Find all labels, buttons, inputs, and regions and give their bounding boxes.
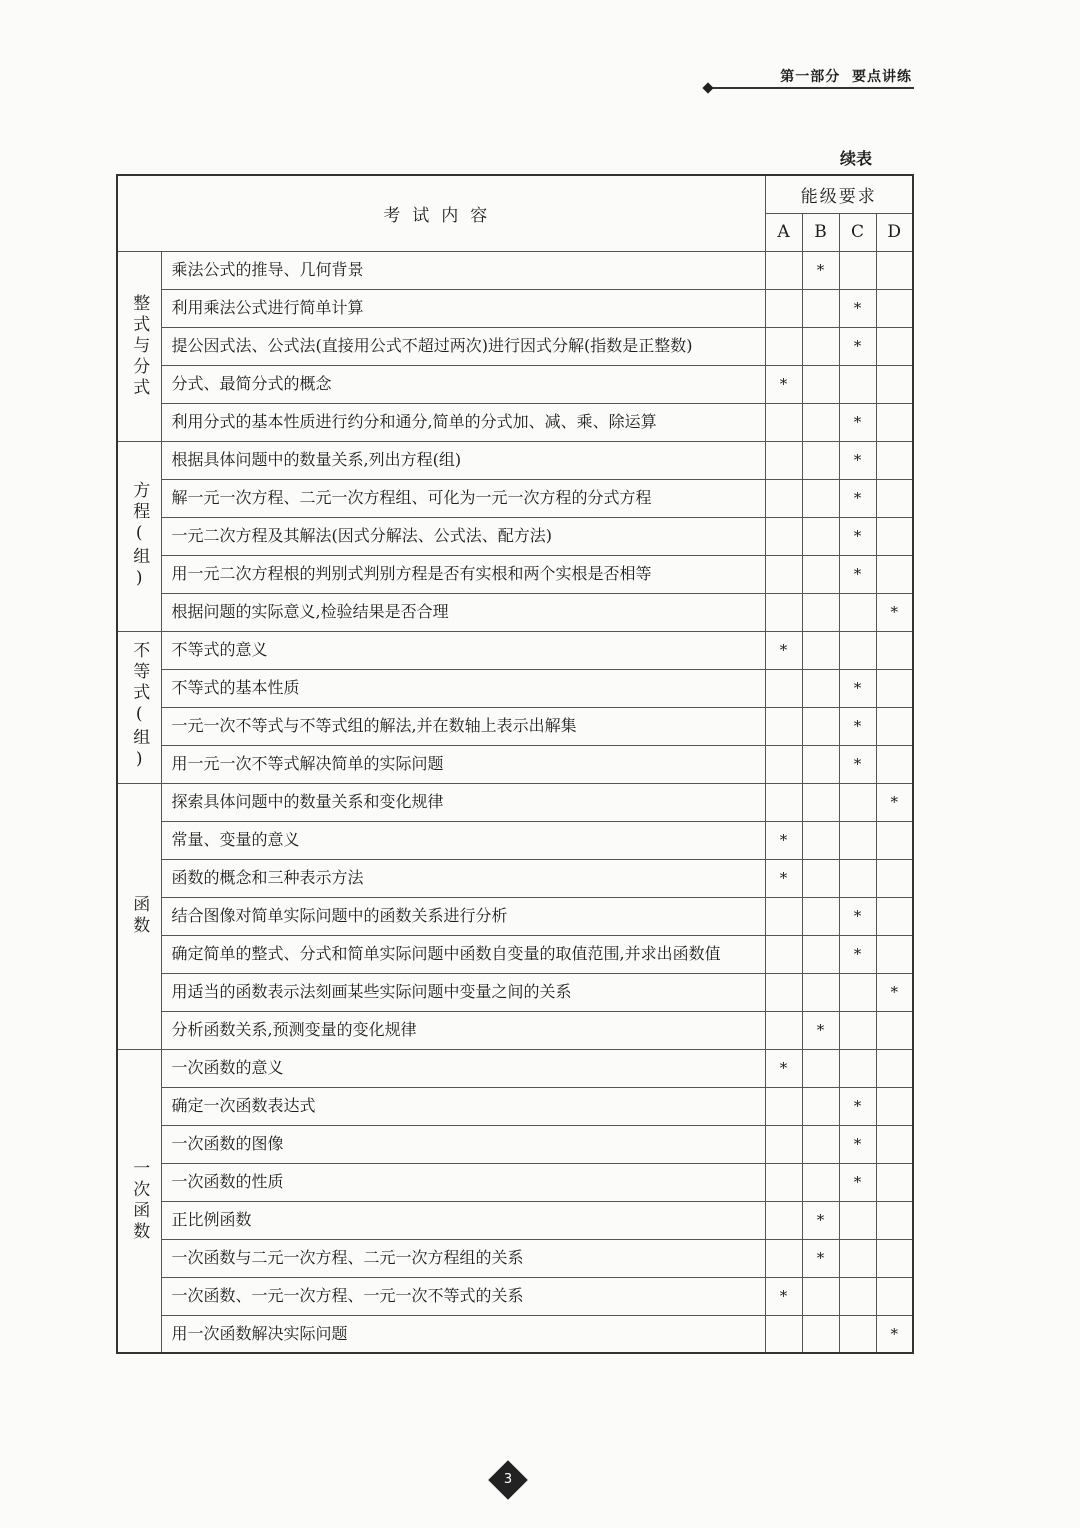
level-cell-d [876,897,913,935]
table-row [117,1201,913,1239]
level-cell-b [802,783,839,821]
content-cell: 确定一次函数表达式 [161,1087,765,1125]
level-cell-b [802,707,839,745]
asterisk-mark: * [853,451,862,469]
level-cell-a [765,859,802,897]
level-cell-b [802,517,839,555]
level-cell-b [802,1201,839,1239]
table-row [117,821,913,859]
content-cell: 用一元一次不等式解决简单的实际问题 [161,745,765,783]
level-col-d: D [876,213,913,251]
content-cell: 常量、变量的意义 [161,821,765,859]
level-cell-c [839,1011,876,1049]
table-row [117,1125,913,1163]
level-cell-a [765,1011,802,1049]
level-cell-d [876,1011,913,1049]
level-cell-a [765,555,802,593]
level-cell-d [876,631,913,669]
asterisk-mark: * [853,945,862,963]
asterisk-mark: * [816,1249,825,1267]
table-row [117,973,913,1011]
level-cell-b [802,403,839,441]
content-cell: 用适当的函数表示法刻画某些实际问题中变量之间的关系 [161,973,765,1011]
level-cell-a [765,631,802,669]
content-cell: 根据问题的实际意义,检验结果是否合理 [161,593,765,631]
level-cell-a [765,1277,802,1315]
page-number-badge [489,1461,527,1499]
asterisk-mark: * [779,1287,788,1305]
level-cell-a [765,441,802,479]
continued-label: 续表 [840,149,873,168]
content-cell: 解一元一次方程、二元一次方程组、可化为一元一次方程的分式方程 [161,479,765,517]
content-cell: 乘法公式的推导、几何背景 [161,251,765,289]
table-row [117,783,913,821]
level-cell-c [839,517,876,555]
level-cell-d [876,1087,913,1125]
page-number: 3 [503,1472,513,1487]
table-row [117,1011,913,1049]
level-cell-d [876,327,913,365]
content-cell: 确定简单的整式、分式和简单实际问题中函数自变量的取值范围,并求出函数值 [161,935,765,973]
asterisk-mark: * [853,1097,862,1115]
level-cell-d [876,517,913,555]
table-row [117,935,913,973]
asterisk-mark: * [853,679,862,697]
content-cell: 结合图像对简单实际问题中的函数关系进行分析 [161,897,765,935]
level-cell-c [839,1239,876,1277]
level-cell-c [839,441,876,479]
level-cell-d [876,403,913,441]
asterisk-mark: * [890,603,898,621]
level-cell-c [839,289,876,327]
content-cell: 分式、最简分式的概念 [161,365,765,403]
level-cell-d [876,821,913,859]
asterisk-mark: * [779,831,788,849]
content-cell: 利用分式的基本性质进行约分和通分,简单的分式加、减、乘、除运算 [161,403,765,441]
level-cell-b [802,365,839,403]
level-cell-d [876,973,913,1011]
level-cell-b [802,935,839,973]
asterisk-mark: * [890,1324,898,1343]
table-row [117,289,913,327]
level-cell-c [839,251,876,289]
level-cell-d [876,289,913,327]
asterisk-mark: * [816,261,825,279]
level-cell-d [876,1049,913,1087]
asterisk-mark: * [853,337,862,355]
level-cell-c [839,897,876,935]
level-cell-a [765,479,802,517]
level-cell-d [876,783,913,821]
level-cell-a [765,327,802,365]
level-cell-b [802,1125,839,1163]
level-cell-a [765,745,802,783]
level-cell-a [765,365,802,403]
level-cell-c [839,1163,876,1201]
table-row [117,441,913,479]
level-cell-b [802,593,839,631]
table-row [117,365,913,403]
table-row [117,707,913,745]
content-cell: 不等式的意义 [161,631,765,669]
level-cell-c [839,1049,876,1087]
level-cell-a [765,1163,802,1201]
level-cell-d [876,441,913,479]
level-cell-d [876,1315,913,1353]
asterisk-mark: * [890,793,898,811]
content-cell: 一次函数的图像 [161,1125,765,1163]
content-cell: 一次函数的性质 [161,1163,765,1201]
section-label: 方程(组) [117,441,161,631]
content-header: 考试内容 [117,175,765,251]
table-row [117,327,913,365]
level-header: 能级要求 [765,175,913,213]
content-cell: 不等式的基本性质 [161,669,765,707]
level-cell-d [876,1125,913,1163]
level-cell-b [802,669,839,707]
level-cell-d [876,1277,913,1315]
level-cell-a [765,783,802,821]
level-col-b: B [802,213,839,251]
asterisk-mark: * [779,1059,788,1077]
level-cell-a [765,517,802,555]
table-row [117,631,913,669]
level-cell-b [802,479,839,517]
level-cell-c [839,745,876,783]
level-cell-a [765,1239,802,1277]
level-cell-d [876,1239,913,1277]
table-row [117,403,913,441]
level-cell-d [876,745,913,783]
header-rule [712,87,914,89]
level-cell-b [802,631,839,669]
table-row [117,1163,913,1201]
content-cell: 一元二次方程及其解法(因式分解法、公式法、配方法) [161,517,765,555]
level-cell-a [765,821,802,859]
level-cell-a [765,707,802,745]
asterisk-mark: * [890,983,898,1001]
section-label: 整式与分式 [117,251,161,441]
content-cell: 一次函数、一元一次方程、一元一次不等式的关系 [161,1277,765,1315]
content-cell: 一次函数的意义 [161,1049,765,1087]
level-cell-a [765,669,802,707]
level-cell-c [839,365,876,403]
level-cell-a [765,1049,802,1087]
content-cell: 函数的概念和三种表示方法 [161,859,765,897]
asterisk-mark: * [853,565,862,583]
level-cell-b [802,859,839,897]
table-row [117,745,913,783]
level-cell-d [876,707,913,745]
level-cell-d [876,365,913,403]
level-cell-b [802,1315,839,1353]
level-cell-b [802,745,839,783]
table-row [117,897,913,935]
table-row [117,555,913,593]
level-cell-c [839,631,876,669]
level-cell-d [876,1201,913,1239]
level-cell-c [839,593,876,631]
level-cell-b [802,821,839,859]
level-cell-a [765,1087,802,1125]
level-cell-b [802,1049,839,1087]
table-row [117,1277,913,1315]
content-cell: 根据具体问题中的数量关系,列出方程(组) [161,441,765,479]
level-cell-c [839,403,876,441]
asterisk-mark: * [853,717,862,735]
level-cell-d [876,555,913,593]
level-cell-c [839,973,876,1011]
level-cell-b [802,289,839,327]
level-cell-d [876,859,913,897]
level-cell-a [765,973,802,1011]
exam-requirements-table [116,174,914,1354]
level-cell-d [876,479,913,517]
level-cell-c [839,821,876,859]
level-cell-a [765,403,802,441]
level-cell-b [802,555,839,593]
section-label: 一次函数 [117,1049,161,1353]
level-cell-b [802,1087,839,1125]
content-cell: 提公因式法、公式法(直接用公式不超过两次)进行因式分解(指数是正整数) [161,327,765,365]
asterisk-mark: * [853,299,862,317]
section-label: 函数 [117,783,161,1049]
level-cell-c [839,707,876,745]
level-cell-c [839,555,876,593]
table-row [117,251,913,289]
level-cell-b [802,441,839,479]
level-cell-c [839,859,876,897]
level-cell-a [765,1201,802,1239]
level-cell-d [876,1163,913,1201]
level-cell-d [876,593,913,631]
level-cell-c [839,1315,876,1353]
level-cell-a [765,289,802,327]
asterisk-mark: * [853,755,862,773]
level-cell-c [839,783,876,821]
level-cell-a [765,1315,802,1353]
header-title: 第一部分 要点讲练 [780,69,912,85]
level-cell-c [839,1201,876,1239]
level-cell-b [802,1011,839,1049]
content-cell: 正比例函数 [161,1201,765,1239]
level-cell-d [876,669,913,707]
level-cell-c [839,935,876,973]
running-header [704,66,914,92]
content-cell: 利用乘法公式进行简单计算 [161,289,765,327]
level-cell-c [839,1087,876,1125]
table-body [117,251,913,1353]
level-cell-b [802,1163,839,1201]
level-cell-d [876,251,913,289]
table-row [117,1049,913,1087]
level-cell-c [839,669,876,707]
table-row [117,859,913,897]
section-label: 不等式(组) [117,631,161,783]
level-cell-c [839,1125,876,1163]
level-cell-a [765,251,802,289]
asterisk-mark: * [853,1173,862,1191]
asterisk-mark: * [853,907,862,925]
level-cell-b [802,1239,839,1277]
table-row [117,1087,913,1125]
asterisk-mark: * [816,1211,825,1229]
content-cell: 分析函数关系,预测变量的变化规律 [161,1011,765,1049]
table-row [117,593,913,631]
asterisk-mark: * [853,1135,862,1153]
level-cell-b [802,327,839,365]
level-cell-c [839,1277,876,1315]
content-cell: 用一次函数解决实际问题 [161,1315,765,1353]
asterisk-mark: * [779,869,788,887]
content-cell: 用一元二次方程根的判别式判别方程是否有实根和两个实根是否相等 [161,555,765,593]
level-col-c: C [839,213,876,251]
level-cell-b [802,251,839,289]
level-cell-b [802,897,839,935]
table-row [117,1315,913,1353]
asterisk-mark: * [853,489,862,507]
level-cell-a [765,935,802,973]
content-cell: 一元一次不等式与不等式组的解法,并在数轴上表示出解集 [161,707,765,745]
level-cell-c [839,327,876,365]
level-cell-b [802,973,839,1011]
level-cell-a [765,897,802,935]
level-cell-b [802,1277,839,1315]
asterisk-mark: * [816,1021,825,1039]
table-row [117,517,913,555]
table-row [117,479,913,517]
content-cell: 探索具体问题中的数量关系和变化规律 [161,783,765,821]
asterisk-mark: * [853,413,862,431]
asterisk-mark: * [779,375,788,393]
content-cell: 一次函数与二元一次方程、二元一次方程组的关系 [161,1239,765,1277]
asterisk-mark: * [853,527,862,545]
asterisk-mark: * [779,641,788,659]
table-row [117,669,913,707]
level-col-a: A [765,213,802,251]
level-cell-d [876,935,913,973]
level-cell-c [839,479,876,517]
level-cell-a [765,1125,802,1163]
level-cell-a [765,593,802,631]
table-row [117,1239,913,1277]
